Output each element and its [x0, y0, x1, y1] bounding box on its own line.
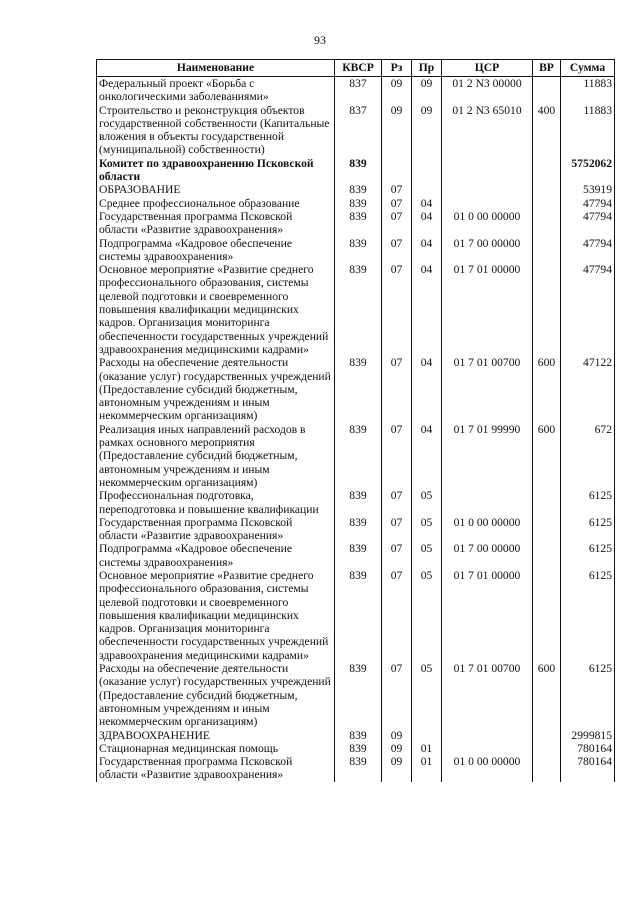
row-sum: 6125	[561, 489, 615, 516]
row-pr: 04	[412, 197, 442, 210]
row-kvsr: 839	[335, 423, 382, 489]
row-rz: 09	[382, 755, 412, 782]
row-csr: 01 0 00 00000	[442, 210, 533, 237]
row-sum: 6125	[561, 569, 615, 662]
row-kvsr: 839	[335, 157, 382, 184]
header-csr: ЦСР	[442, 60, 533, 77]
row-sum: 53919	[561, 183, 615, 196]
row-kvsr: 839	[335, 237, 382, 264]
row-kvsr: 839	[335, 662, 382, 728]
row-rz: 07	[382, 197, 412, 210]
row-sum: 5752062	[561, 157, 615, 184]
row-csr: 01 7 01 00000	[442, 569, 533, 662]
row-csr: 01 7 01 00700	[442, 356, 533, 422]
row-pr: 05	[412, 569, 442, 662]
table-row	[97, 489, 615, 516]
row-pr: 09	[412, 77, 442, 104]
table-row	[97, 77, 615, 104]
row-rz: 07	[382, 263, 412, 356]
row-kvsr: 839	[335, 569, 382, 662]
row-pr: 05	[412, 489, 442, 516]
row-vr: 400	[533, 104, 561, 157]
row-rz: 07	[382, 489, 412, 516]
row-rz: 07	[382, 542, 412, 569]
table-row	[97, 356, 615, 422]
table-row	[97, 263, 615, 356]
row-pr: 04	[412, 263, 442, 356]
row-vr	[533, 197, 561, 210]
row-sum: 780164	[561, 742, 615, 755]
row-vr	[533, 755, 561, 782]
table-row	[97, 104, 615, 157]
row-csr	[442, 742, 533, 755]
row-kvsr: 839	[335, 729, 382, 742]
row-name: Подпрограмма «Кадровое обеспечение системы здравоохранения»	[97, 237, 335, 264]
row-vr	[533, 729, 561, 742]
row-pr	[412, 729, 442, 742]
row-pr: 09	[412, 104, 442, 157]
header-name: Наименование	[97, 60, 335, 77]
row-sum: 47122	[561, 356, 615, 422]
row-kvsr: 839	[335, 489, 382, 516]
row-sum: 6125	[561, 662, 615, 728]
row-kvsr: 837	[335, 77, 382, 104]
row-rz: 07	[382, 516, 412, 543]
row-name: Комитет по здравоохранению Псковской области	[97, 157, 335, 184]
row-rz: 09	[382, 729, 412, 742]
row-name: Реализация иных направлений расходов в рамках основного мероприятия (Предоставление субсидий бюджетным, автономным учреждениям и иным некоммерческим организациям)	[97, 423, 335, 489]
row-sum: 47794	[561, 237, 615, 264]
row-csr: 01 2 N3 00000	[442, 77, 533, 104]
row-vr	[533, 183, 561, 196]
row-rz: 07	[382, 569, 412, 662]
table-row	[97, 516, 615, 543]
table-row	[97, 755, 615, 782]
row-rz: 07	[382, 356, 412, 422]
row-rz: 07	[382, 183, 412, 196]
row-vr: 600	[533, 356, 561, 422]
row-kvsr: 839	[335, 542, 382, 569]
row-kvsr: 839	[335, 742, 382, 755]
row-vr: 600	[533, 423, 561, 489]
row-kvsr: 839	[335, 516, 382, 543]
row-vr	[533, 77, 561, 104]
header-vr: ВР	[533, 60, 561, 77]
row-rz: 07	[382, 423, 412, 489]
row-name: Строительство и реконструкция объектов государственной собственности (Капитальные вложения в объекты государственной (муниципальной) собственности)	[97, 104, 335, 157]
row-sum: 780164	[561, 755, 615, 782]
row-csr: 01 7 00 00000	[442, 542, 533, 569]
row-name: Расходы на обеспечение деятельности (оказание услуг) государственных учреждений (Предоставление субсидий бюджетным, автономным учреждениям и иным некоммерческим организациям)	[97, 662, 335, 728]
row-csr: 01 0 00 00000	[442, 755, 533, 782]
row-kvsr: 839	[335, 183, 382, 196]
row-sum: 2999815	[561, 729, 615, 742]
row-csr: 01 0 00 00000	[442, 516, 533, 543]
row-name: Федеральный проект «Борьба с онкологическими заболеваниями»	[97, 77, 335, 104]
row-name: Стационарная медицинская помощь	[97, 742, 335, 755]
row-name: Государственная программа Псковской области «Развитие здравоохранения»	[97, 755, 335, 782]
row-rz: 09	[382, 104, 412, 157]
row-csr	[442, 197, 533, 210]
row-sum: 6125	[561, 542, 615, 569]
row-csr: 01 7 01 00700	[442, 662, 533, 728]
row-rz: 09	[382, 77, 412, 104]
row-vr	[533, 569, 561, 662]
table-row	[97, 569, 615, 662]
row-pr	[412, 183, 442, 196]
row-vr	[533, 210, 561, 237]
table-row	[97, 197, 615, 210]
row-kvsr: 839	[335, 356, 382, 422]
row-csr: 01 7 01 99990	[442, 423, 533, 489]
row-pr: 04	[412, 237, 442, 264]
row-vr	[533, 263, 561, 356]
header-sum: Сумма	[561, 60, 615, 77]
row-pr: 04	[412, 210, 442, 237]
row-rz: 07	[382, 210, 412, 237]
row-sum: 47794	[561, 263, 615, 356]
row-sum: 47794	[561, 197, 615, 210]
row-sum: 47794	[561, 210, 615, 237]
table-row	[97, 183, 615, 196]
header-kvsr: КВСР	[335, 60, 382, 77]
page-number: 93	[314, 33, 326, 47]
row-vr	[533, 237, 561, 264]
table-row	[97, 423, 615, 489]
row-kvsr: 837	[335, 104, 382, 157]
row-sum: 672	[561, 423, 615, 489]
row-rz: 07	[382, 237, 412, 264]
row-csr: 01 2 N3 65010	[442, 104, 533, 157]
header-pr: Пр	[412, 60, 442, 77]
row-name: Государственная программа Псковской области «Развитие здравоохранения»	[97, 210, 335, 237]
row-sum: 6125	[561, 516, 615, 543]
row-pr: 05	[412, 542, 442, 569]
row-name: Основное мероприятие «Развитие среднего профессионального образования, системы целевой подготовки и своевременного повышения квалификации медицинских кадров. Организация мониторинга обеспеченности государственных учреждений здравоохранения медицинскими кадрами»	[97, 569, 335, 662]
row-pr	[412, 157, 442, 184]
table-row	[97, 210, 615, 237]
row-kvsr: 839	[335, 210, 382, 237]
row-pr: 04	[412, 423, 442, 489]
budget-table	[96, 59, 615, 782]
table-header-row	[97, 60, 615, 77]
row-sum: 11883	[561, 104, 615, 157]
table-row	[97, 662, 615, 728]
row-name: Государственная программа Псковской области «Развитие здравоохранения»	[97, 516, 335, 543]
table-row	[97, 237, 615, 264]
row-name: ОБРАЗОВАНИЕ	[97, 183, 335, 196]
header-rz: Рз	[382, 60, 412, 77]
row-vr	[533, 157, 561, 184]
table-row	[97, 729, 615, 742]
row-kvsr: 839	[335, 263, 382, 356]
row-vr	[533, 516, 561, 543]
row-sum: 11883	[561, 77, 615, 104]
row-rz: 09	[382, 742, 412, 755]
row-csr: 01 7 00 00000	[442, 237, 533, 264]
row-vr: 600	[533, 662, 561, 728]
row-name: ЗДРАВООХРАНЕНИЕ	[97, 729, 335, 742]
row-name: Подпрограмма «Кадровое обеспечение системы здравоохранения»	[97, 542, 335, 569]
row-csr	[442, 183, 533, 196]
row-csr	[442, 729, 533, 742]
row-vr	[533, 489, 561, 516]
row-name: Профессиональная подготовка, переподготовка и повышение квалификации	[97, 489, 335, 516]
row-csr: 01 7 01 00000	[442, 263, 533, 356]
row-csr	[442, 489, 533, 516]
row-pr: 04	[412, 356, 442, 422]
row-name: Основное мероприятие «Развитие среднего профессионального образования, системы целевой подготовки и своевременного повышения квалификации медицинских кадров. Организация мониторинга обеспеченности государственных учреждений здравоохранения медицинскими кадрами»	[97, 263, 335, 356]
row-csr	[442, 157, 533, 184]
row-rz	[382, 157, 412, 184]
row-pr: 05	[412, 516, 442, 543]
row-vr	[533, 542, 561, 569]
table-row	[97, 157, 615, 184]
row-name: Расходы на обеспечение деятельности (оказание услуг) государственных учреждений (Предоставление субсидий бюджетным, автономным учреждениям и иным некоммерческим организациям)	[97, 356, 335, 422]
table-row	[97, 742, 615, 755]
row-name: Среднее профессиональное образование	[97, 197, 335, 210]
row-rz: 07	[382, 662, 412, 728]
row-kvsr: 839	[335, 197, 382, 210]
table-row	[97, 542, 615, 569]
row-vr	[533, 742, 561, 755]
row-pr: 01	[412, 742, 442, 755]
row-kvsr: 839	[335, 755, 382, 782]
row-pr: 01	[412, 755, 442, 782]
row-pr: 05	[412, 662, 442, 728]
